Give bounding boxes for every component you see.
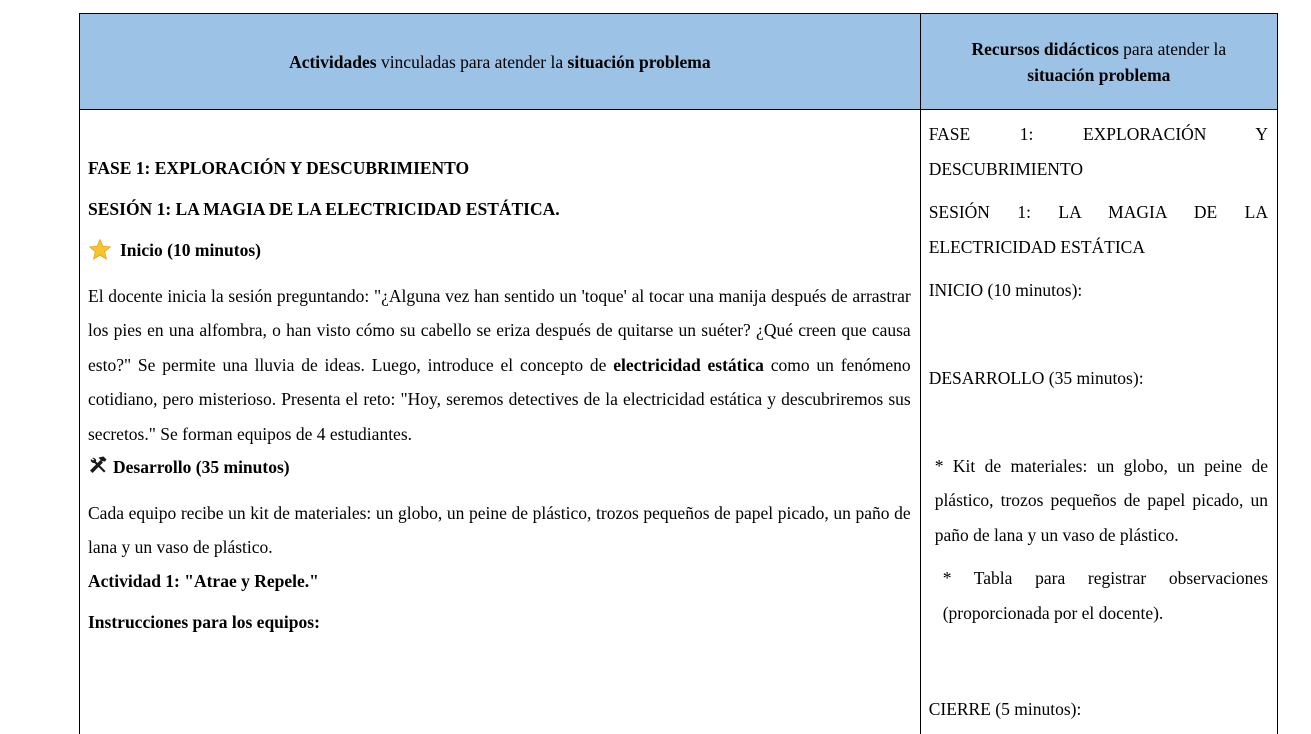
activities-cell — [80, 110, 921, 734]
resources-phase-title: FASE 1: EXPLORACIÓN Y DESCUBRIMIENTO — [928, 124, 1268, 179]
desarrollo-label: Desarrollo (35 minutos) — [113, 457, 290, 478]
desarrollo-paragraph: Cada equipo recibe un kit de materiales: un globo, un peine de plástico, trozos pequeños de papel picado, un paño de lana y un vaso de plástico. — [88, 503, 911, 558]
inicio-text-2: como un fenómeno cotidiano, pero misterioso. Presenta el reto: "Hoy, seremos detectives de la electricidad estática y descubriremos sus secretos." Se forman equipos de 4 estudiantes. — [88, 354, 911, 444]
header-resources-text: para atender la — [1118, 38, 1227, 59]
header-resources — [920, 14, 1277, 110]
inicio-label: Inicio (10 minutos) — [120, 240, 261, 260]
resources-session-title: SESIÓN 1: LA MAGIA DE LA ELECTRICIDAD ESTÁTICA — [928, 202, 1268, 257]
planning-table — [79, 13, 1278, 734]
inicio-paragraph — [88, 279, 911, 451]
header-resources-bold2: situación problema — [1027, 64, 1171, 85]
header-activities-bold2: situación problema — [567, 51, 711, 72]
session-title: SESIÓN 1: LA MAGIA DE LA ELECTRICIDAD ESTÁTICA. — [88, 199, 560, 219]
inicio-text-1: El docente inicia la sesión preguntando: "¿Alguna vez han sentido un 'toque' al tocar una manija después de arrastrar los pies en una alfombra, o han visto cómo su cabello se eriza después de quitarse un suéter? ¿Qué creen que causa esto?" Se permite una lluvia de ideas. Luego, introduce el concepto de — [88, 286, 911, 375]
inicio-text-bold: electricidad estática — [613, 354, 764, 375]
resources-inicio: INICIO (10 minutos): — [928, 280, 1083, 301]
resources-cell — [920, 110, 1277, 734]
star-icon — [88, 238, 112, 262]
resources-desarrollo: DESARROLLO (35 minutos): — [928, 367, 1144, 388]
header-activities-bold: Actividades — [289, 51, 377, 72]
header-activities — [80, 14, 921, 110]
resources-cierre: CIERRE (5 minutos): — [928, 698, 1082, 719]
instructions-title: Instrucciones para los equipos: — [88, 611, 320, 632]
resources-kit: * Kit de materiales: un globo, un peine de plástico, trozos pequeños de papel picado, un paño de lana y un vaso de plástico. — [934, 455, 1268, 545]
table-body-row — [80, 110, 1278, 734]
inicio-heading — [88, 238, 911, 262]
phase-title: FASE 1: EXPLORACIÓN Y DESCUBRIMIENTO — [88, 158, 470, 178]
resources-tabla: * Tabla para registrar observaciones (proporcionada por el docente). — [942, 568, 1268, 623]
activity-title: Actividad 1: "Atrae y Repele." — [88, 570, 319, 591]
desarrollo-heading — [88, 455, 911, 479]
header-activities-text: vinculadas para atender la — [376, 51, 568, 72]
hammer-wrench-icon — [88, 455, 108, 479]
header-resources-bold: Recursos didácticos — [971, 38, 1119, 59]
table-header-row — [80, 14, 1278, 110]
